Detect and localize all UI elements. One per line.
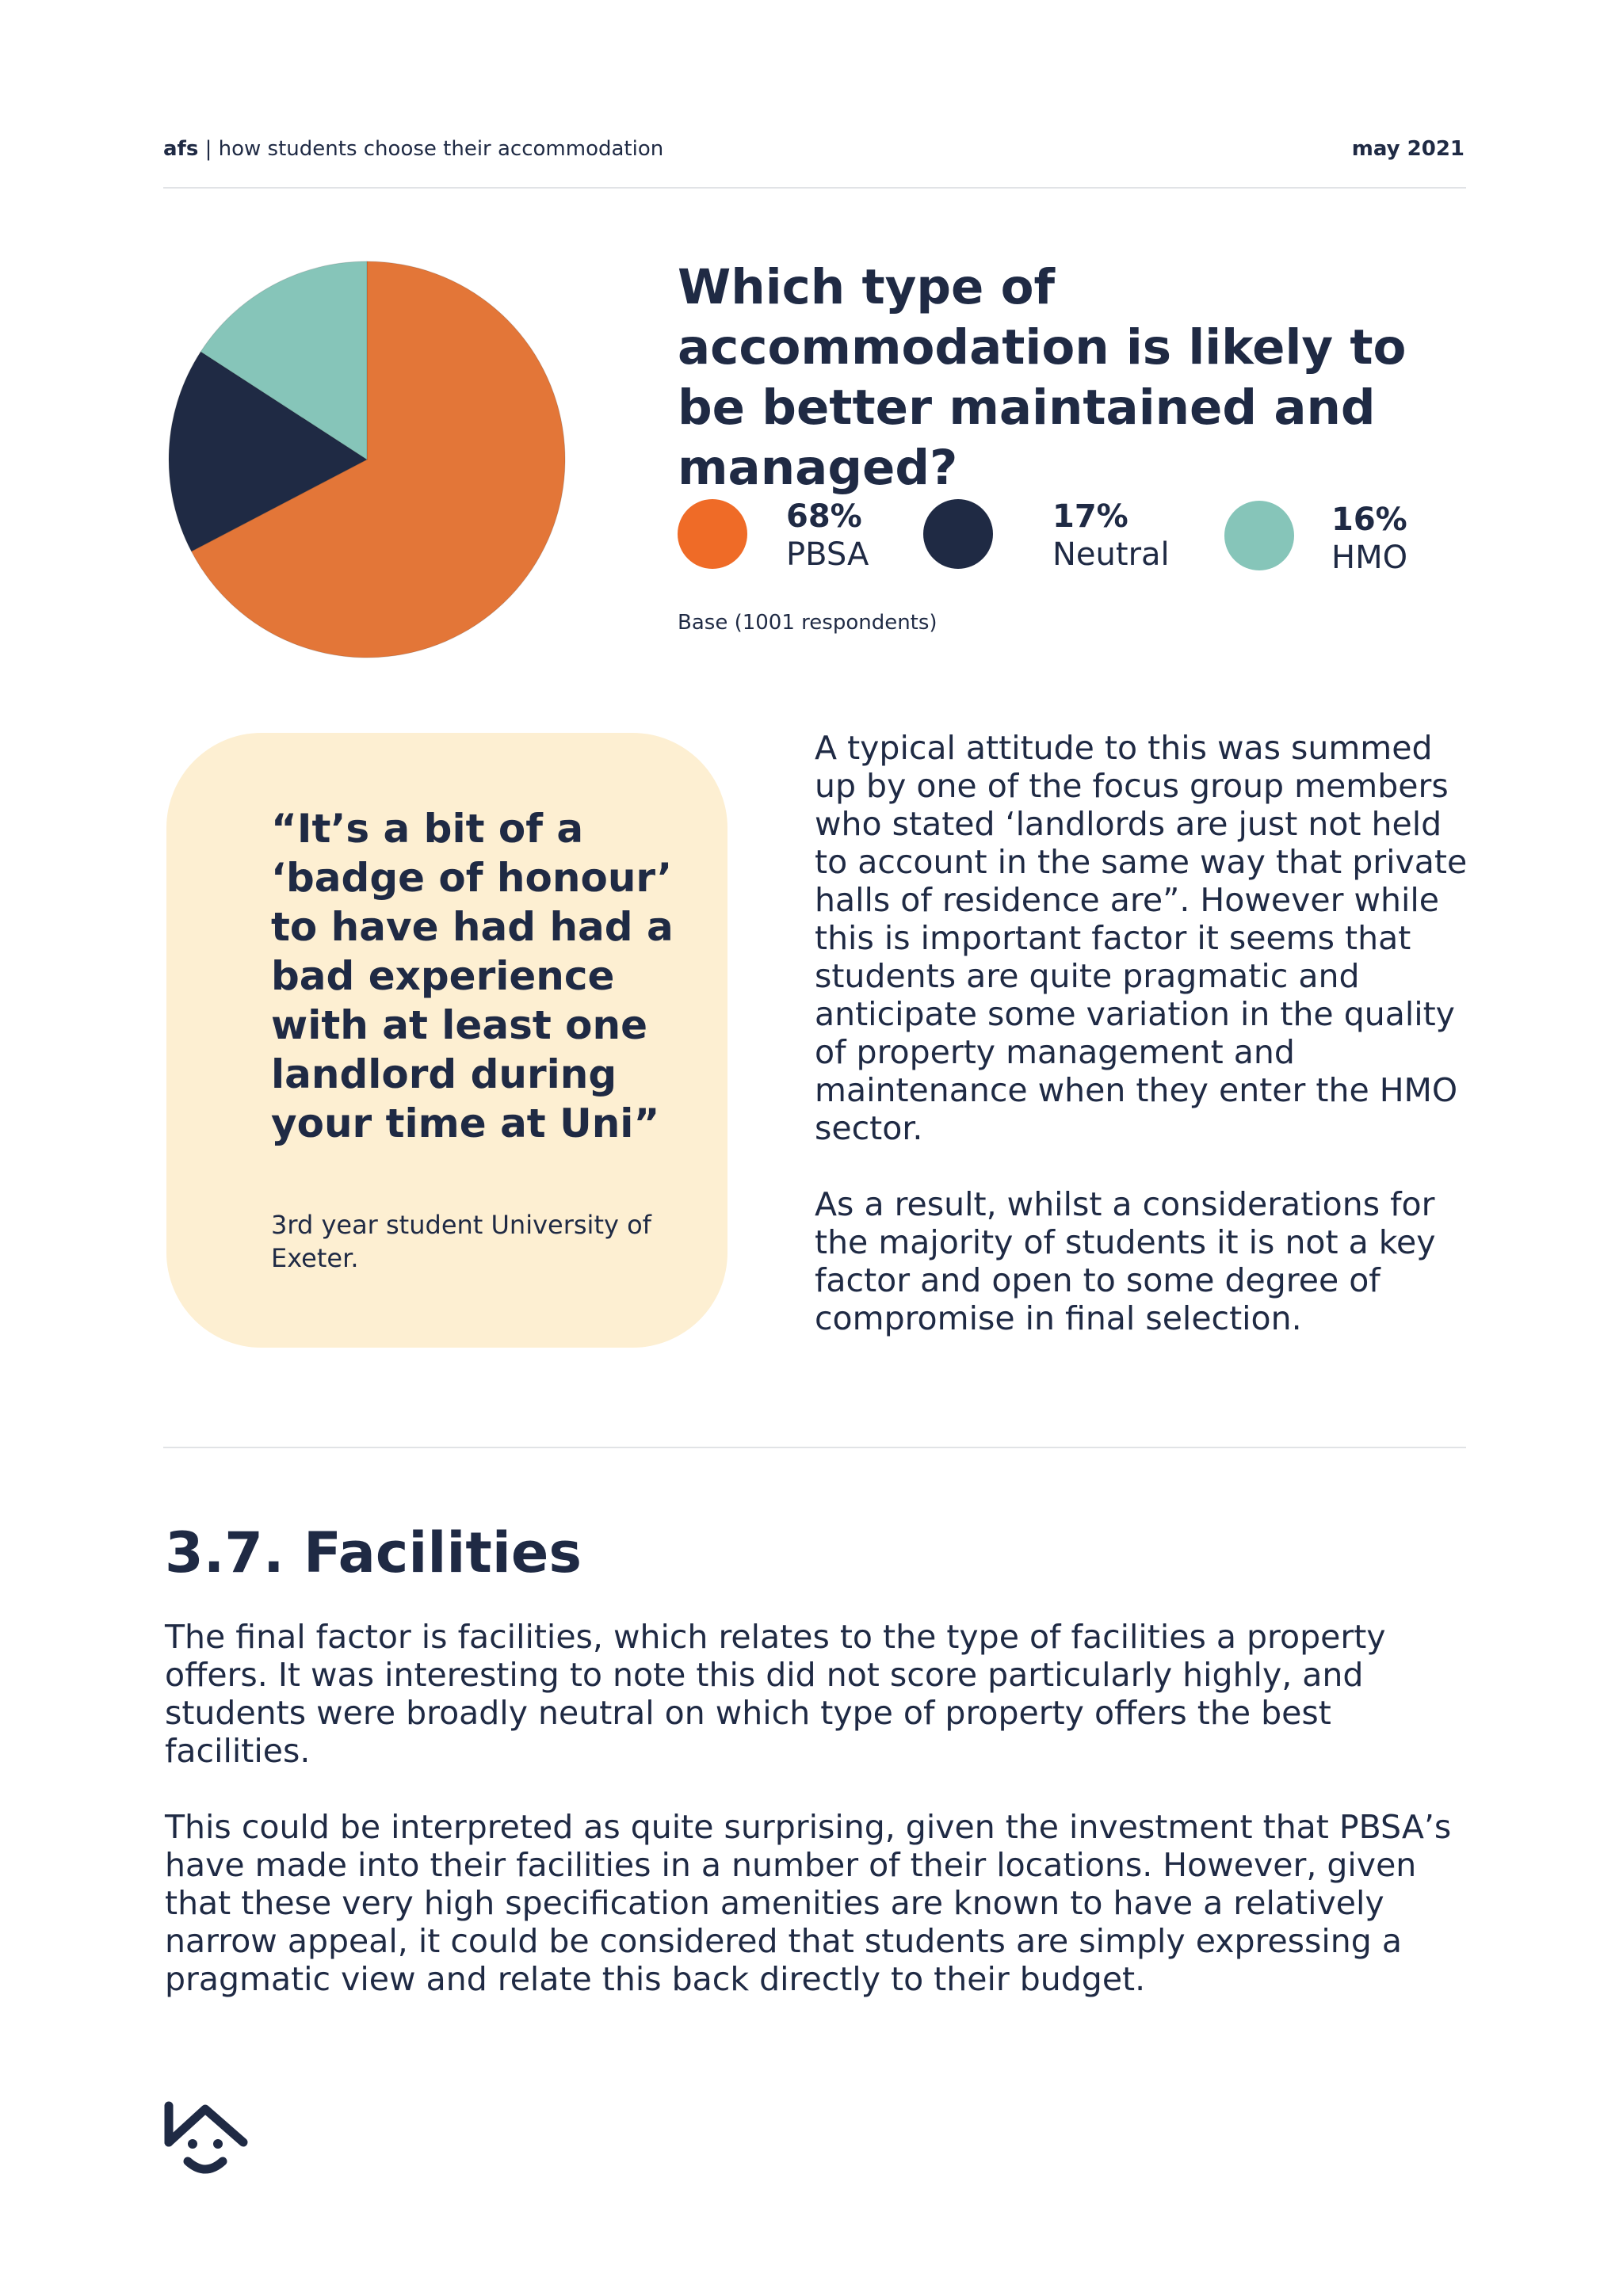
section-body	[165, 1618, 1465, 2036]
quote-text: “It’s a bit of a ‘badge of honour’ to have had had a bad experience with at least one landlord during your time at Uni”	[271, 806, 674, 1146]
legend-dot-hmo	[1224, 501, 1294, 570]
section-heading: 3.7. Facilities	[165, 1520, 582, 1585]
legend-percent-pbsa: 68%	[786, 498, 862, 535]
quote-source: 3rd year student University of Exeter.	[271, 1210, 651, 1273]
legend-item-neutral	[1052, 498, 1243, 574]
legend-label-neutral: Neutral	[1052, 536, 1170, 573]
house-smiley-icon	[161, 2098, 250, 2179]
legend-label-hmo: HMO	[1331, 540, 1408, 576]
header-subtitle: how students choose their accommodation	[218, 137, 664, 161]
quote-box	[166, 733, 727, 1348]
pie-slices	[169, 261, 565, 658]
pie-chart	[165, 257, 569, 662]
page-header	[163, 133, 1465, 165]
side-paragraph-2: As a result, whilst a considerations for the majority of students it is not a key factor and open to some degree of compromise in final selection.	[815, 1185, 1436, 1337]
brand-name: afs	[163, 137, 199, 161]
side-paragraph-1: A typical attitude to this was summed up by one of the focus group members who stated ‘landlords are just not held to account in the same way that private halls of residence are”. However while this is important factor it seems that students are quite pragmatic and anticipate some variation in the quality of property management and maintenance when they enter the HMO sector.	[815, 729, 1468, 1147]
chart-base-note: Base (1001 respondents)	[678, 611, 938, 635]
section-paragraph-2: This could be interpreted as quite surprising, given the investment that PBSA’s have made into their facilities in a number of their locations. However, given that these very high specification amenities are known to have a relatively narrow appeal, it could be considered that students are simply expressing a pragmatic view and relate this back directly to their budget.	[165, 1808, 1452, 1998]
section-divider	[163, 1447, 1466, 1448]
header-separator: |	[198, 137, 219, 161]
side-text	[815, 729, 1472, 1375]
legend-percent-neutral: 17%	[1052, 498, 1128, 535]
section-paragraph-1: The final factor is facilities, which relates to the type of facilities a property offers. It was interesting to note this did not score particularly highly, and students were broadly neutral on which type of property offers the best facilities.	[165, 1618, 1386, 1770]
legend-dot-neutral	[923, 499, 993, 569]
legend-percent-hmo: 16%	[1331, 502, 1407, 538]
legend-dot-pbsa	[678, 499, 747, 569]
header-date: may 2021	[1351, 137, 1465, 161]
legend-label-pbsa: PBSA	[786, 536, 869, 573]
header-divider	[163, 187, 1466, 189]
legend-item-hmo	[1331, 501, 1522, 577]
chart-title: Which type of accommodation is likely to be better maintained and managed?	[678, 259, 1407, 496]
